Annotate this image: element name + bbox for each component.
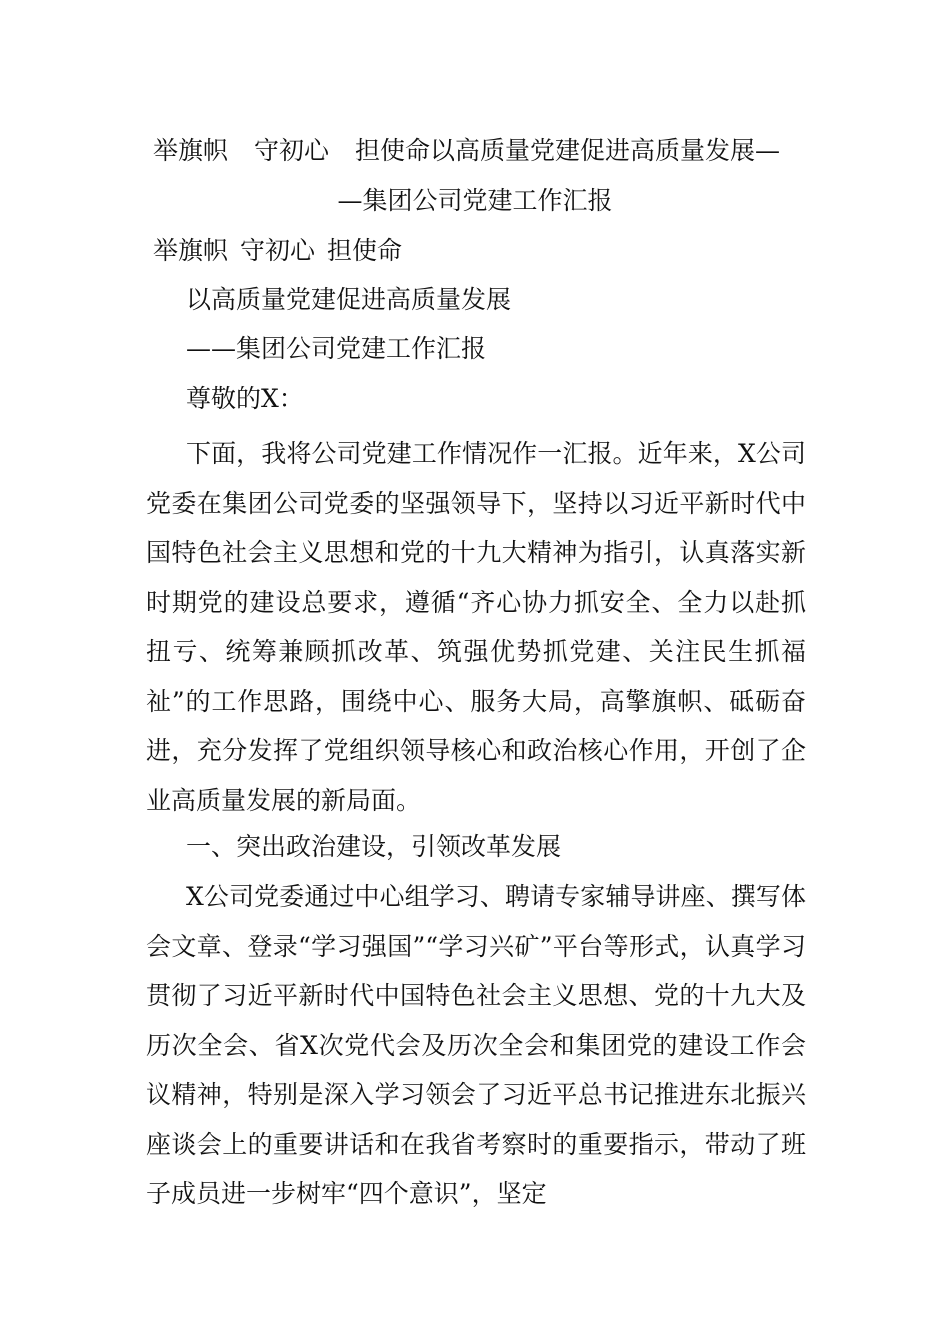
subtitle-line2: 以高质量党建促进高质量发展: [186, 285, 512, 314]
document-title-line1: [153, 136, 780, 166]
subtitle-line1: [153, 236, 402, 266]
document-title-line2: —集团公司党建工作汇报: [337, 186, 613, 215]
section-heading-1: 一、突出政治建设，引领改革发展: [186, 832, 562, 861]
paragraph-intro: 下面，我将公司党建工作情况作一汇报。近年来，X公司党委在集团公司党委的坚强领导下，坚持以习近平新时代中国特色社会主义思想和党的十九大精神为指引，认真落实新时期党的建设总要求，遵循“齐心协力抓安全、全力以赴抓扭亏、统筹兼顾抓改革、筑强优势抓党建、关注民生抓福祉”的工作思路，围绕中心、服务大局，高擎旗帜、砥砺奋进，充分发挥了党组织领导核心和政治核心作用，开创了企业高质量发展的新局面。: [146, 439, 806, 815]
title-part-3: 担使命以高质量党建促进高质量发展—: [355, 136, 781, 165]
subtitle-part-1: 举旗帜: [153, 236, 229, 265]
subtitle-line3: ——集团公司党建工作汇报: [186, 334, 487, 363]
subtitle-part-3: 担使命: [327, 236, 403, 265]
title-part-2: 守初心: [254, 136, 330, 165]
subtitle-part-2: 守初心: [240, 236, 316, 265]
greeting: 尊敬的X：: [186, 384, 304, 413]
paragraph-political-building: X公司党委通过中心组学习、聘请专家辅导讲座、撰写体会文章、登录“学习强国”“学习兴矿”平台等形式，认真学习贯彻了习近平新时代中国特色社会主义思想、党的十九大及历次全会、省X次党代会及历次全会和集团党的建设工作会议精神，特别是深入学习领会了习近平总书记推进东北振兴座谈会上的重要讲话和在我省考察时的重要指示，带动了班子成员进一步树牢“四个意识”，坚定: [146, 882, 806, 1208]
title-part-1: 举旗帜: [153, 136, 229, 165]
